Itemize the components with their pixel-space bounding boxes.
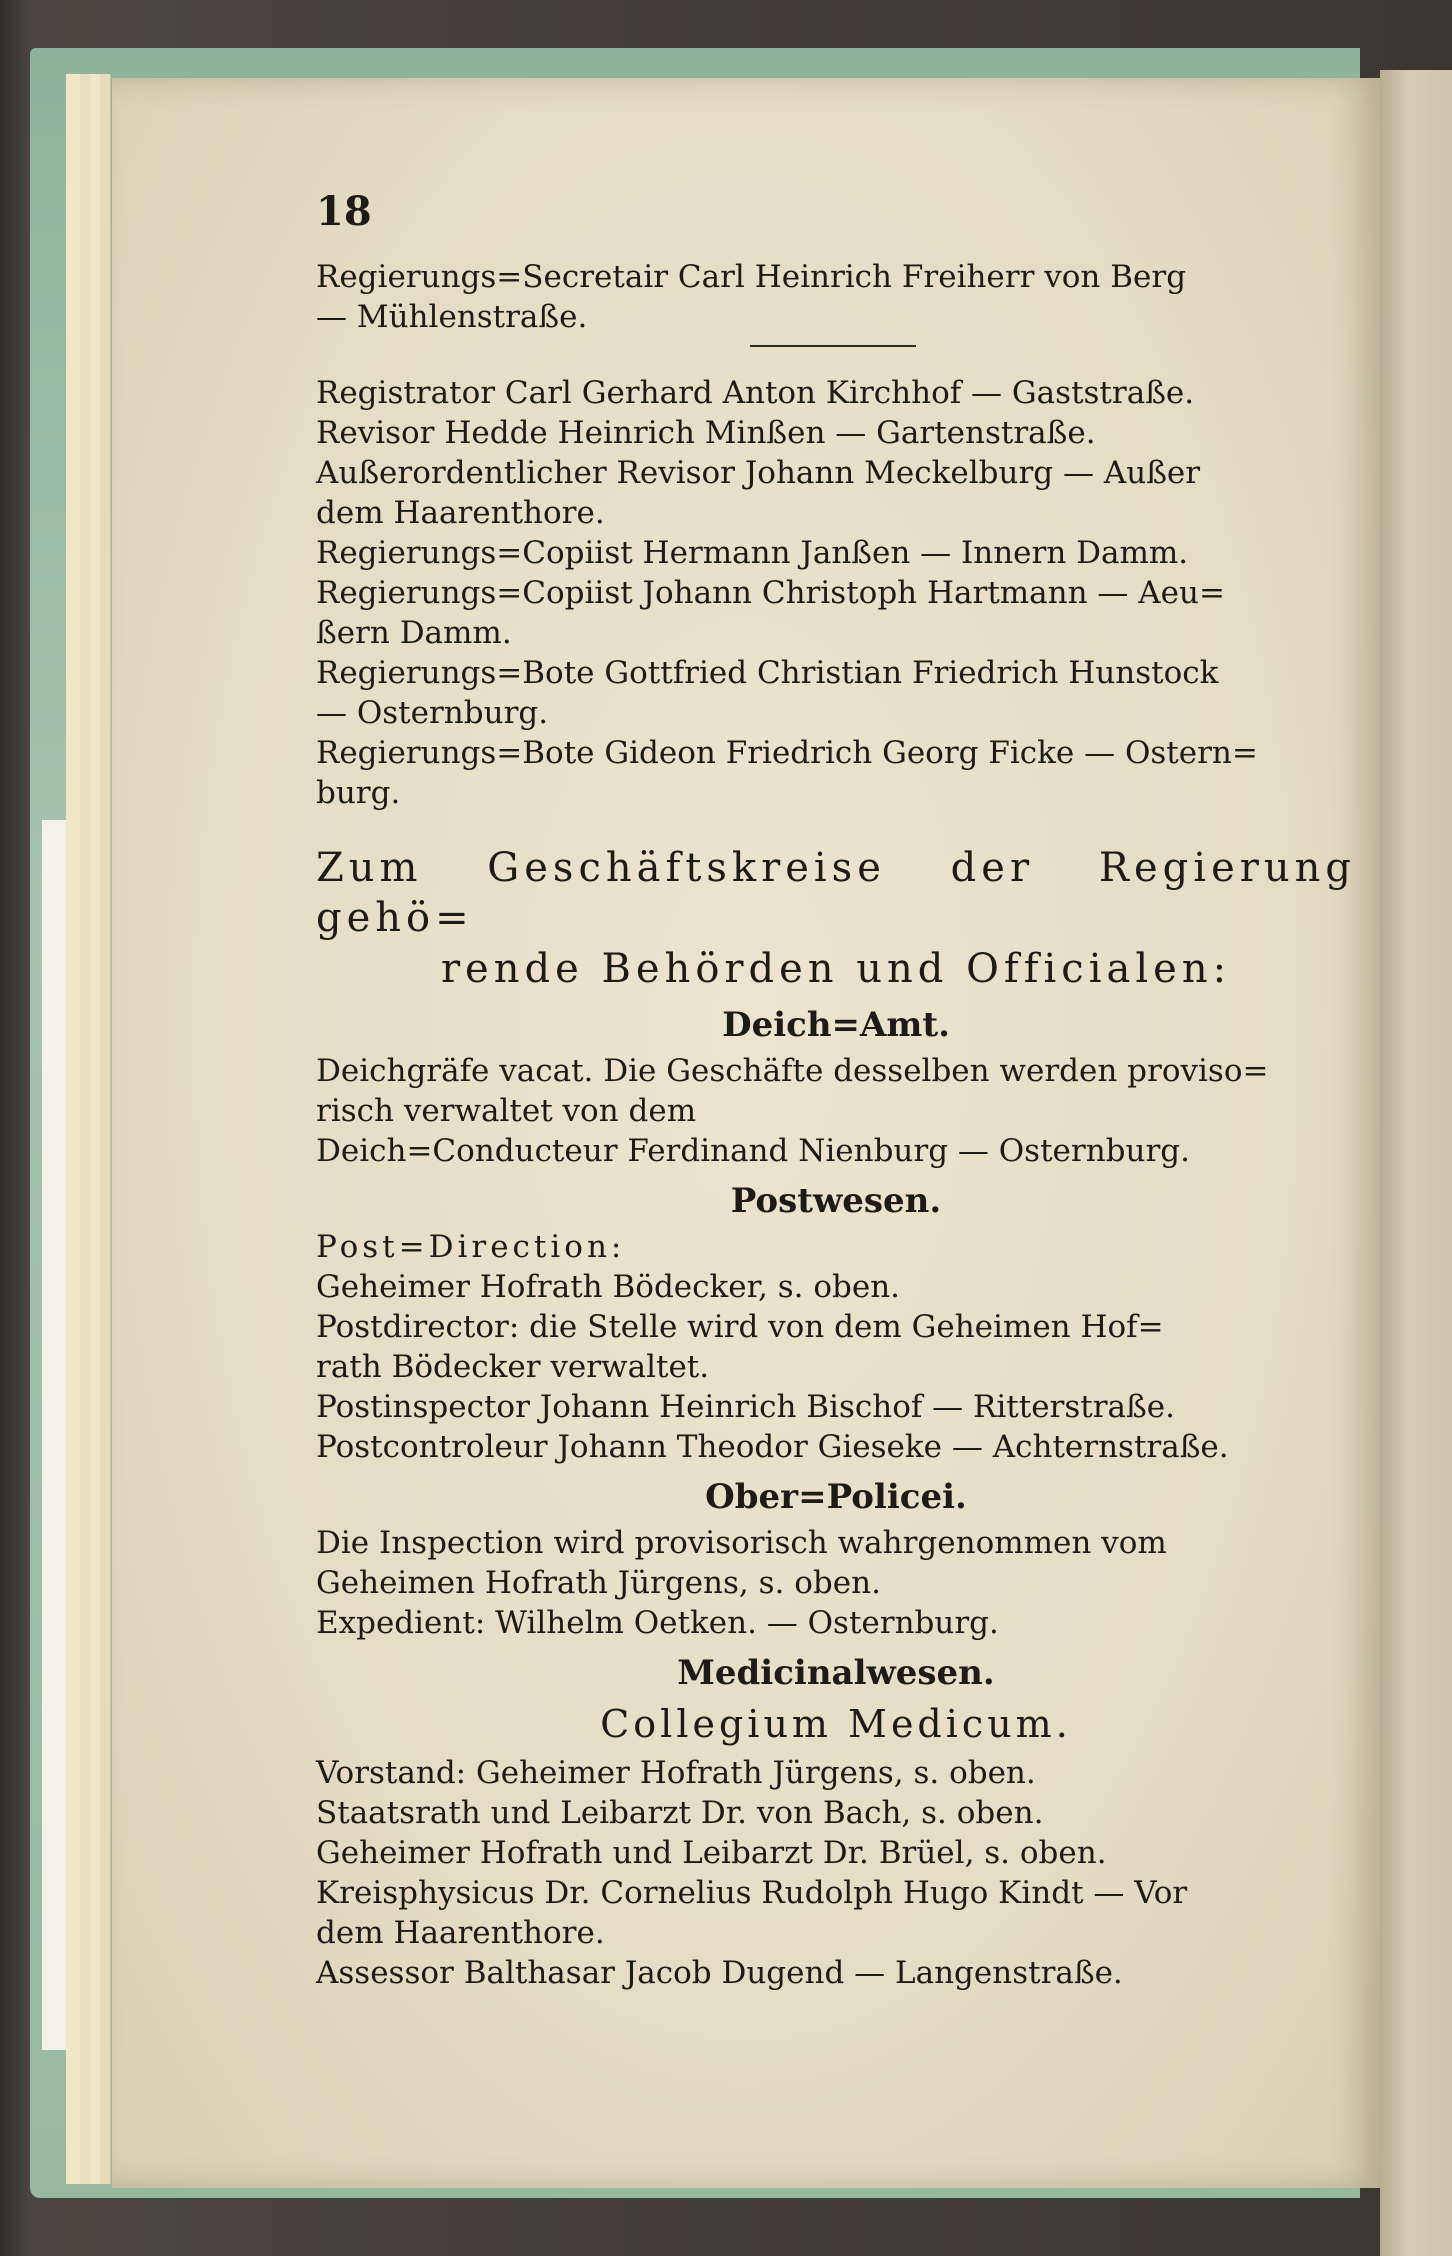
text-line: burg. — [316, 775, 401, 811]
text-line: Deich=Conducteur Ferdinand Nienburg — Osternburg. — [316, 1133, 1190, 1169]
text-line: ßern Damm. — [316, 615, 512, 651]
text-line: — Osternburg. — [316, 695, 549, 731]
text-line: Regierungs=Bote Gideon Friedrich Georg Ficke — Ostern= — [316, 735, 1258, 771]
text-line: Vorstand: Geheimer Hofrath Jürgens, s. oben. — [316, 1755, 1036, 1791]
text-line: risch verwaltet von dem — [316, 1093, 697, 1129]
text-line: Deichgräfe vacat. Die Geschäfte desselben werden proviso= — [316, 1053, 1269, 1089]
subsection-heading: Collegium Medicum. — [600, 1702, 1072, 1746]
text-line: Regierungs=Secretair Carl Heinrich Freiherr von Berg — [316, 259, 1187, 295]
text-line: Außerordentlicher Revisor Johann Meckelburg — Außer — [316, 455, 1201, 491]
text-line: Geheimen Hofrath Jürgens, s. oben. — [316, 1565, 881, 1601]
text-line: Geheimer Hofrath Bödecker, s. oben. — [316, 1269, 901, 1305]
text-line: Post=Direction: — [316, 1229, 626, 1265]
text-line: Expedient: Wilhelm Oetken. — Osternburg. — [316, 1605, 999, 1641]
text-line: Registrator Carl Gerhard Anton Kirchhof — Gaststraße. — [316, 375, 1195, 411]
separator-rule — [750, 345, 916, 347]
book-gutter — [1380, 70, 1452, 2256]
text-line: Postdirector: die Stelle wird von dem Geheimen Hof= — [316, 1309, 1164, 1345]
page-edge — [66, 74, 81, 2184]
text-line: rath Bödecker verwaltet. — [316, 1349, 710, 1385]
section-heading-deich: Deich=Amt. — [722, 1005, 950, 1045]
text-line: Regierungs=Copiist Hermann Janßen — Innern Damm. — [316, 535, 1189, 571]
text-line: Regierungs=Copiist Johann Christoph Hartmann — Aeu= — [316, 575, 1225, 611]
text-line: Geheimer Hofrath und Leibarzt Dr. Brüel, s. oben. — [316, 1835, 1107, 1871]
section-heading-post: Postwesen. — [730, 1181, 942, 1221]
text-line: Assessor Balthasar Jacob Dugend — Langenstraße. — [316, 1955, 1123, 1991]
section-heading-medicinal: Medicinalwesen. — [677, 1653, 995, 1693]
text-line: Revisor Hedde Heinrich Minßen — Gartenstraße. — [316, 415, 1096, 451]
text-line: Staatsrath und Leibarzt Dr. von Bach, s. oben. — [316, 1795, 1044, 1831]
section-intro-line: Zum Geschäftskreise der Regierung gehö= — [316, 845, 1356, 941]
text-line: dem Haarenthore. — [316, 495, 605, 531]
text-line: Postinspector Johann Heinrich Bischof — Ritterstraße. — [316, 1389, 1175, 1425]
text-line: — Mühlenstraße. — [316, 299, 588, 335]
text-line: Die Inspection wird provisorisch wahrgenommen vom — [316, 1525, 1167, 1561]
page-text — [316, 188, 1356, 1993]
text-line: dem Haarenthore. — [316, 1915, 605, 1951]
section-intro-line: rende Behörden und Officialen: — [440, 946, 1232, 992]
text-line: Regierungs=Bote Gottfried Christian Friedrich Hunstock — [316, 655, 1219, 691]
section-heading-polizei: Ober=Policei. — [705, 1477, 967, 1517]
page-number: 18 — [316, 188, 372, 235]
text-line: Postcontroleur Johann Theodor Gieseke — Achternstraße. — [316, 1429, 1229, 1465]
text-line: Kreisphysicus Dr. Cornelius Rudolph Hugo Kindt — Vor — [316, 1875, 1188, 1911]
page-edge — [100, 74, 111, 2184]
